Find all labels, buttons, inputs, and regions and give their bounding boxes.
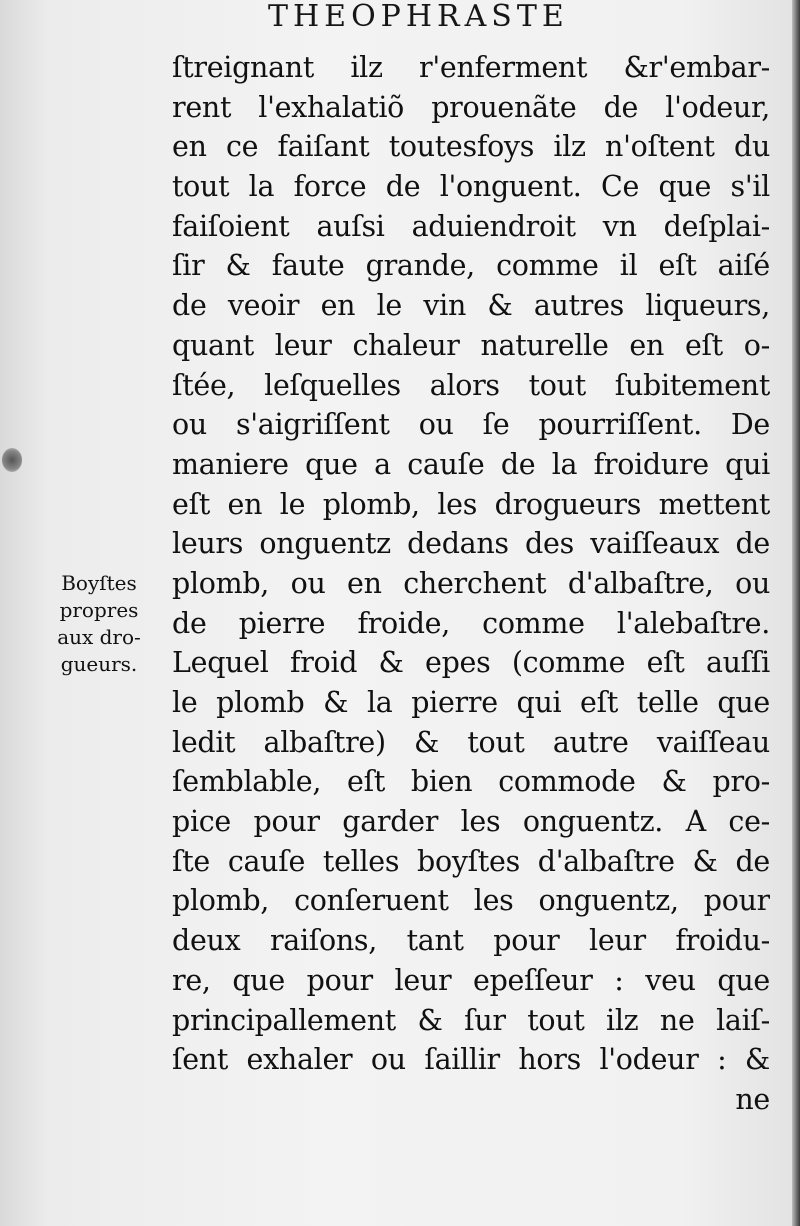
text-line: faiſoient auſsi aduiendroit vn deſplai- [172,209,770,243]
text-line: de veoir en le vin & autres liqueurs, [172,289,770,323]
text-line: ou s'aigriſſent ou ſe pourriſſent. De [172,408,770,442]
text-line: ſemblable, eſt bien commode & pro- [172,765,770,799]
text-line: en ce faiſant toutesfoys ilz n'oſtent du [172,130,770,164]
text-line: principallement & ſur tout ilz ne laiſ- [172,1003,770,1037]
text-line: rent l'exhalatiõ prouenãte de l'odeur, [172,90,770,124]
main-text [172,48,770,1120]
margin-note-line: gueurs. [60,652,138,676]
text-line: ledit albaſtre) & tout autre vaiſſeau [172,725,770,759]
text-line: ſtreignant ilz r'enferment &r'embar- [172,51,770,84]
text-line: le plomb & la pierre qui eſt telle que [172,686,770,719]
page-edge [792,0,800,1226]
text-line: maniere que a cauſe de la froidure qui [172,447,770,481]
text-line: plomb, conſeruent les onguentz, pour [172,884,770,918]
margin-note-line: aux dro- [57,625,141,649]
margin-note-line: propres [59,598,139,622]
margin-note-line: Boyſtes [61,571,137,595]
text-line: plomb, ou en cherchent d'albaſtre, ou [172,566,770,600]
text-line: ſtée, leſquelles alors tout ſubitement [172,368,770,402]
text-line: ſent exhaler ou ſaillir hors l'odeur : & [172,1043,770,1077]
text-line: leurs onguentz dedans des vaiſſeaux de [172,527,770,561]
text-line: Lequel froid & epes (comme eſt auſſi [172,646,770,680]
catchword: ne [735,1082,770,1116]
text-line: tout la force de l'onguent. Ce que s'il [172,170,770,204]
text-line: re, que pour leur epeſſeur : veu que [172,963,770,997]
text-line: ſir & faute grande, comme il eſt aiſé [172,249,770,283]
running-head: THEOPHRASTE [268,0,569,34]
text-line: de pierre froide, comme l'alebaſtre. [172,606,770,640]
page-hole [2,448,22,472]
text-line: quant leur chaleur naturelle en eſt o- [172,328,770,362]
margin-note [44,570,154,678]
text-line: pice pour garder les onguentz. A ce- [172,805,770,839]
text-line: eſt en le plomb, les drogueurs mettent [172,487,770,521]
text-line: deux raiſons, tant pour leur froidu- [172,924,770,958]
text-line: ſte cauſe telles boyſtes d'albaſtre & de [172,844,770,878]
